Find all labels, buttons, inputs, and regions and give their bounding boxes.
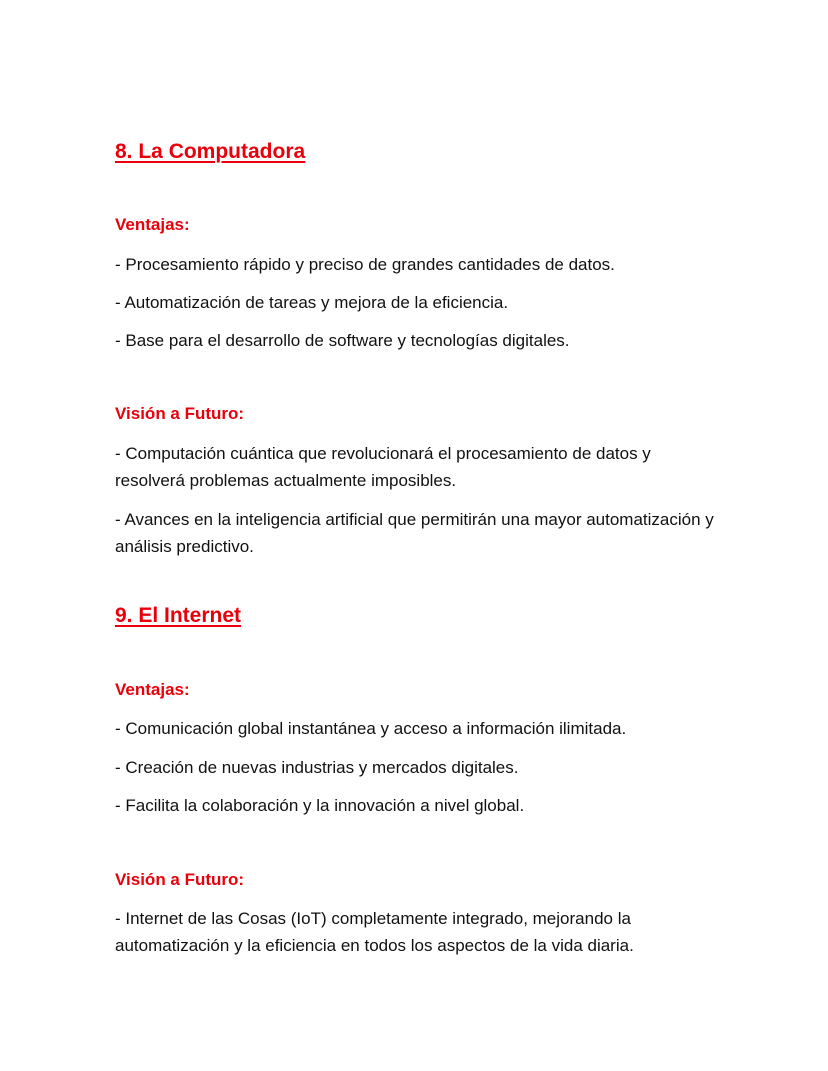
vision-heading-internet: Visión a Futuro: [115,870,245,889]
ventaja-item: - Creación de nuevas industrias y mercados digitales. [115,758,519,777]
ventaja-item: - Procesamiento rápido y preciso de grandes cantidades de datos. [115,255,615,274]
vision-heading-computadora: Visión a Futuro: [115,404,245,423]
ventaja-item: - Automatización de tareas y mejora de la eficiencia. [115,293,509,312]
vision-item: - Computación cuántica que revolucionará el procesamiento de datos y resolverá problemas actualmente imposibles. [115,444,651,490]
section-title-computadora: 8. La Computadora [115,140,306,163]
vision-item: - Avances en la inteligencia artificial que permitirán una mayor automatización y análisis predictivo. [115,510,714,556]
ventaja-item: - Facilita la colaboración y la innovación a nivel global. [115,796,525,815]
vision-item: - Internet de las Cosas (IoT) completamente integrado, mejorando la automatización y la eficiencia en todos los aspectos de la vida diaria. [115,909,634,955]
ventajas-heading-internet: Ventajas: [115,680,190,699]
ventaja-item: - Comunicación global instantánea y acceso a información ilimitada. [115,719,627,738]
section-title-internet: 9. El Internet [115,604,242,627]
ventaja-item: - Base para el desarrollo de software y tecnologías digitales. [115,331,570,350]
ventajas-heading-computadora: Ventajas: [115,215,190,234]
